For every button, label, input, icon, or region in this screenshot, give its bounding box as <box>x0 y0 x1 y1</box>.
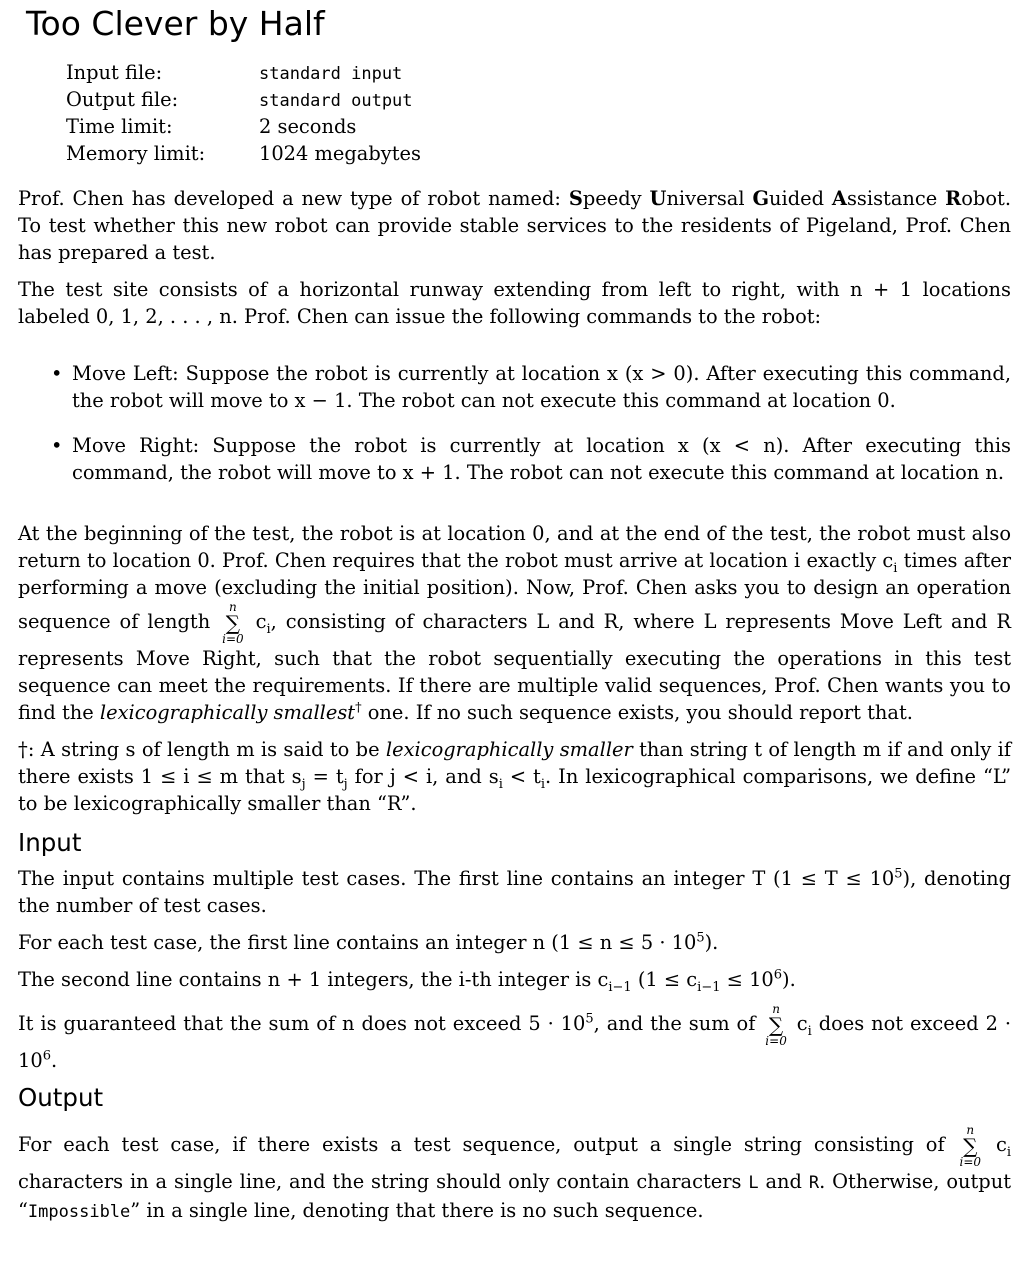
text: It is guaranteed that the sum of n does not exceed 5 · 10 <box>18 1012 586 1035</box>
robot-name-initial: U <box>649 187 667 210</box>
time-limit-label: Time limit: <box>66 115 173 138</box>
sum-lower-limit: i=0 <box>765 1034 787 1048</box>
page-title: Too Clever by Half <box>26 4 325 43</box>
text: c <box>789 1012 808 1035</box>
text: ≤ 10 <box>720 968 774 991</box>
limits-row-output <box>66 86 421 113</box>
robot-name-part: niversal <box>666 187 753 210</box>
text: ). <box>704 931 719 954</box>
text: The input contains multiple test cases. The first line contains an integer T (1 ≤ T ≤ 10 <box>18 867 895 890</box>
input-paragraph-4 <box>18 1003 1011 1074</box>
summation-symbol <box>960 1124 982 1168</box>
statement-paragraph-1 <box>18 185 1011 266</box>
problem-body <box>18 185 1011 1236</box>
subscript: i <box>266 621 271 637</box>
text: . Otherwise, output “ <box>18 1170 1011 1222</box>
text: for j < i, and s <box>347 765 499 788</box>
robot-name-initial: S <box>568 187 583 210</box>
text: Prof. Chen has developed a new type of robot named: <box>18 187 569 210</box>
statement-paragraph-2: The test site consists of a horizontal runway extending from left to right, with n + 1 locations labeled 0, 1, 2, . . . , n. Prof. Chen can issue the following commands to the robot: <box>18 278 1011 328</box>
robot-name-initial: R <box>945 187 962 210</box>
time-limit-value: 2 seconds <box>259 115 357 138</box>
text: †: A string s of length m is said to be <box>18 738 386 761</box>
text: For each test case, the first line contains an integer n (1 ≤ n ≤ 5 · 10 <box>18 931 697 954</box>
subscript: j <box>343 776 348 792</box>
superscript: 5 <box>585 1011 594 1027</box>
sum-upper-limit: n <box>966 1123 975 1137</box>
text: = t <box>305 765 344 788</box>
subscript: i <box>498 776 503 792</box>
text: characters in a single line, and the string should only contain characters <box>18 1170 749 1193</box>
text: < t <box>502 765 541 788</box>
text: ). <box>782 968 796 991</box>
memory-limit-label: Memory limit: <box>66 142 206 165</box>
footnote <box>18 736 1011 817</box>
superscript: 6 <box>42 1048 51 1064</box>
superscript: 6 <box>773 967 783 983</box>
summation-symbol <box>222 601 244 645</box>
subscript: i−1 <box>608 979 632 995</box>
output-heading: Output <box>18 1083 104 1112</box>
text: , consisting of characters L and R, where L represents Move Left and R represents Move Right, such that the robot sequentially executing the operations in this test sequence can meet the requirements. If there are multiple valid sequences, Prof. Chen wants you to find the <box>18 610 1012 724</box>
robot-name-initial: G <box>752 187 770 210</box>
text: At the beginning of the test, the robot is at location 0, and at the end of the test, the robot must also return to location 0. Prof. Chen requires that the robot must arrive at location i exactly c <box>18 522 1011 572</box>
robot-name-part: ssistance <box>846 187 946 210</box>
input-paragraph-3 <box>18 966 1011 993</box>
sum-upper-limit: n <box>229 600 237 614</box>
text: ” in a single line, denoting that there is no such sequence. <box>130 1199 704 1222</box>
limits-row-time <box>66 113 421 140</box>
command-move-right: • Move Right: Suppose the robot is currently at location x (x < n). After executing this command, the robot will move to x + 1. The robot can not execute this command at location n. <box>18 432 1011 486</box>
code-r: R <box>808 1173 820 1193</box>
sum-upper-limit: n <box>772 1002 780 1016</box>
superscript: 5 <box>696 930 705 946</box>
text: does not exceed 2 · 10 <box>18 1012 1011 1072</box>
limits-row-input <box>66 59 421 86</box>
input-paragraph-2 <box>18 929 1011 956</box>
limits-table <box>66 59 421 167</box>
text: c <box>246 610 267 633</box>
emphasis: lexicographically smallest <box>99 701 356 724</box>
subscript: i <box>807 1023 812 1039</box>
text: ), denoting the number of test cases. <box>18 867 1011 917</box>
robot-name-part: obot <box>961 187 1005 210</box>
command-list <box>18 360 1011 486</box>
text: and <box>758 1170 809 1193</box>
output-file-label: Output file: <box>66 88 179 111</box>
sigma-glyph: ∑ <box>225 611 241 635</box>
memory-limit-value: 1024 megabytes <box>259 142 421 165</box>
robot-name-initial: A <box>831 187 847 210</box>
text: . <box>50 1049 58 1072</box>
input-file-label: Input file: <box>66 61 163 84</box>
statement-paragraph-3 <box>18 520 1011 726</box>
text: The second line contains n + 1 integers, the i-th integer is c <box>18 968 609 991</box>
code-l: L <box>748 1173 759 1193</box>
robot-name-part: uided <box>769 187 832 210</box>
sigma-glyph: ∑ <box>768 1013 784 1037</box>
sum-lower-limit: i=0 <box>222 632 244 646</box>
text: . To test whether this new robot can provide stable services to the residents of Pigeland, Prof. Chen has prepared a test. <box>18 187 1011 264</box>
output-file-value: standard output <box>259 91 413 111</box>
sum-lower-limit: i=0 <box>959 1155 982 1169</box>
subscript: i−1 <box>697 979 721 995</box>
input-heading: Input <box>18 828 82 857</box>
input-file-value: standard input <box>259 64 403 84</box>
text: times after performing a move (excluding the initial position). Now, Prof. Chen asks you to design an operation sequence of length <box>18 549 1011 633</box>
text: one. If no such sequence exists, you should report that. <box>361 701 913 724</box>
text: c <box>984 1133 1007 1156</box>
text: (1 ≤ c <box>631 968 698 991</box>
text: For each test case, if there exists a test sequence, output a single string consisting of <box>18 1133 957 1156</box>
text: , and the sum of <box>593 1012 763 1035</box>
summation-symbol <box>765 1003 787 1047</box>
subscript: i <box>1006 1144 1011 1160</box>
superscript: 5 <box>894 866 903 882</box>
text: . In lexicographical comparisons, we define “L” to be lexicographically smaller than “R”. <box>18 765 1012 815</box>
subscript: i <box>893 560 898 576</box>
input-paragraph-1 <box>18 865 1011 919</box>
subscript: j <box>301 776 306 792</box>
command-move-left: • Move Left: Suppose the robot is currently at location x (x > 0). After executing this command, the robot will move to x − 1. The robot can not execute this command at location 0. <box>18 360 1011 414</box>
text: than string t of length m if and only if there exists 1 ≤ i ≤ m that s <box>18 738 1011 788</box>
code-impossible: Impossible <box>27 1202 131 1222</box>
sigma-glyph: ∑ <box>963 1134 978 1158</box>
subscript: i <box>540 776 546 792</box>
robot-name-part: peedy <box>582 187 650 210</box>
emphasis: lexicographically smaller <box>385 738 633 761</box>
output-paragraph-1 <box>18 1124 1011 1226</box>
footnote-mark: † <box>355 700 362 716</box>
limits-row-memory <box>66 140 421 167</box>
